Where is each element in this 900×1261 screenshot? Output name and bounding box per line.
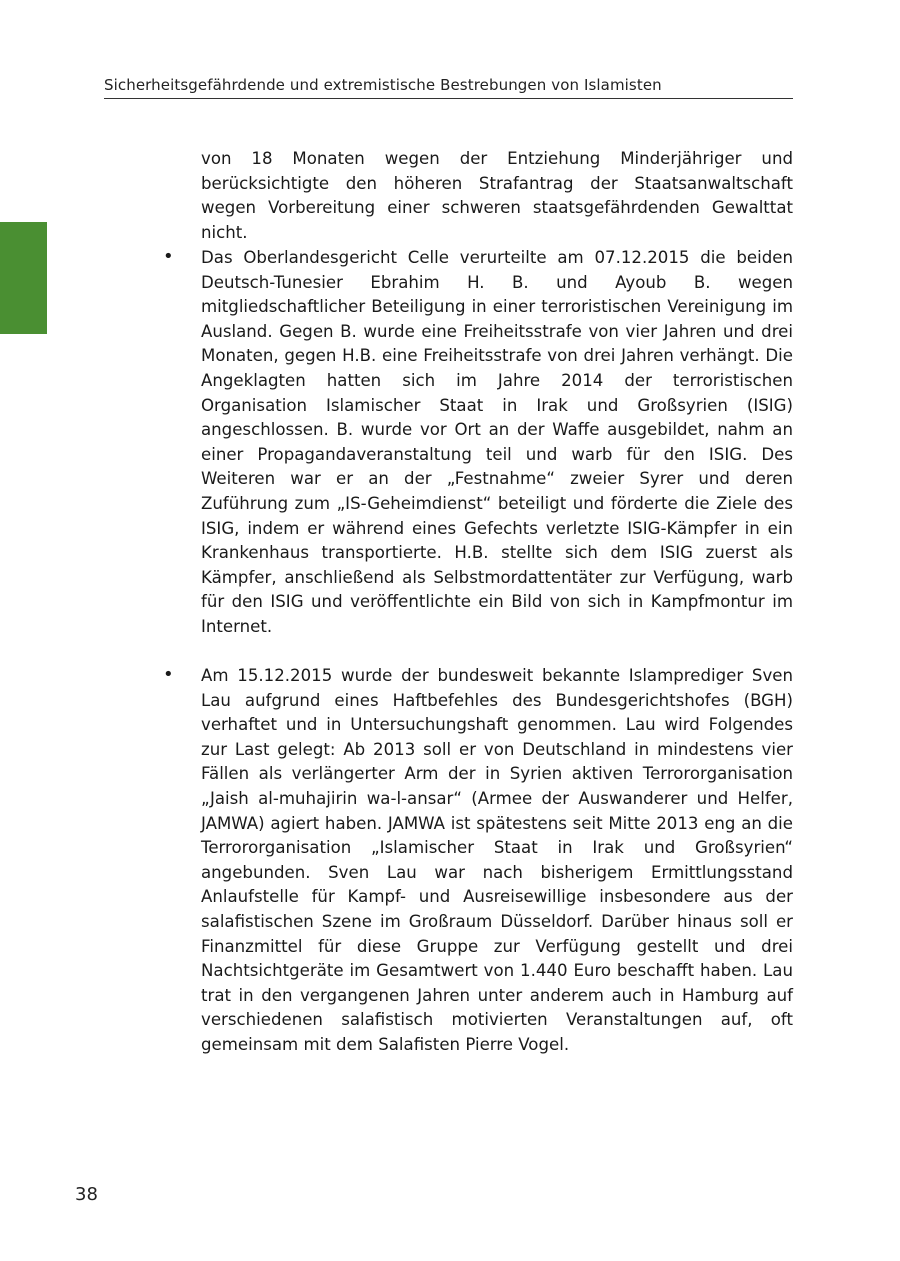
list-item-celle-verdict: Das Oberlandesgericht Celle verurteilte am 07.12.2015 die beiden Deutsch-Tunesier Ebrahim H. B. und Ayoub B. wegen mitgliedschaftlicher Beteiligung in einer terroristischen Vereinigung im Ausland. Gegen B. wurde eine Freiheitsstrafe von vier Jahren und drei Monaten, gegen H.B. eine Freiheitsstrafe von drei Jahren verhängt. Die Angeklagten hatten sich im Jahre 2014 der terroristischen Organisation Islamischer Staat in Irak und Großsyrien (ISIG) angeschlossen. B. wurde vor Ort an der Waffe ausgebildet, nahm an einer Propagandaveranstaltung teil und warb für den ISIG. Des Weiteren war er an der „Festnahme“ zweier Syrer und deren Zuführung zum „IS-Geheimdienst“ beteiligt und förderte die Ziele des ISIG, indem er während eines Gefechts verletzte ISIG-Kämpfer in ein Krankenhaus transportierte. H.B. stellte sich dem ISIG zuerst als Kämpfer, anschließend als Selbstmordattentäter zur Verfügung, warb für den ISIG und veröffentlichte ein Bild von sich in Kampfmontur im Internet. xyxy=(201,248,793,636)
list-item-sven-lau-arrest: Am 15.12.2015 wurde der bundesweit bekannte Islamprediger Sven Lau aufgrund eines Haftbefehles des Bundesgerichtshofes (BGH) verhaftet und in Untersuchungshaft genommen. Lau wird Folgendes zur Last gelegt: Ab 2013 soll er von Deutschland in mindestens vier Fällen als verlängerter Arm der in Syrien aktiven Terrororganisation „Jaish al-muhajirin wa-l-ansar“ (Armee der Auswanderer und Helfer, JAMWA) agiert haben. JAMWA ist spätestens seit Mitte 2013 eng an die Terrororganisation „Islamischer Staat in Irak und Großsyrien“ angebunden. Sven Lau war nach bisherigem Ermittlungsstand Anlaufstelle für Kampf- und Ausreisewillige insbesondere aus der salafistischen Szene im Großraum Düsseldorf. Darüber hinaus soll er Finanzmittel für diese Gruppe zur Verfügung gestellt und drei Nachtsichtgeräte im Gesamtwert von 1.440 Euro beschafft haben. Lau trat in den vergangenen Jahren unter anderem auch in Hamburg auf verschiedenen salafistisch motivierten Veranstaltungen auf, oft gemeinsam mit dem Salafisten Pierre Vogel. xyxy=(201,666,793,1054)
page-number: 38 xyxy=(75,1184,98,1205)
header-divider xyxy=(104,98,793,99)
bullet-marker: • xyxy=(163,664,174,685)
bullet-marker: • xyxy=(163,246,174,267)
chapter-color-tab xyxy=(0,222,47,334)
continuation-paragraph: von 18 Monaten wegen der Entziehung Minderjähriger und berücksichtigte den höheren Strafantrag der Staatsanwaltschaft wegen Vorbereitung einer schweren staatsgefährdenden Gewalttat nicht. xyxy=(201,149,793,242)
running-header-title: Sicherheitsgefährdende und extremistische Bestrebungen von Islamisten xyxy=(104,76,662,94)
